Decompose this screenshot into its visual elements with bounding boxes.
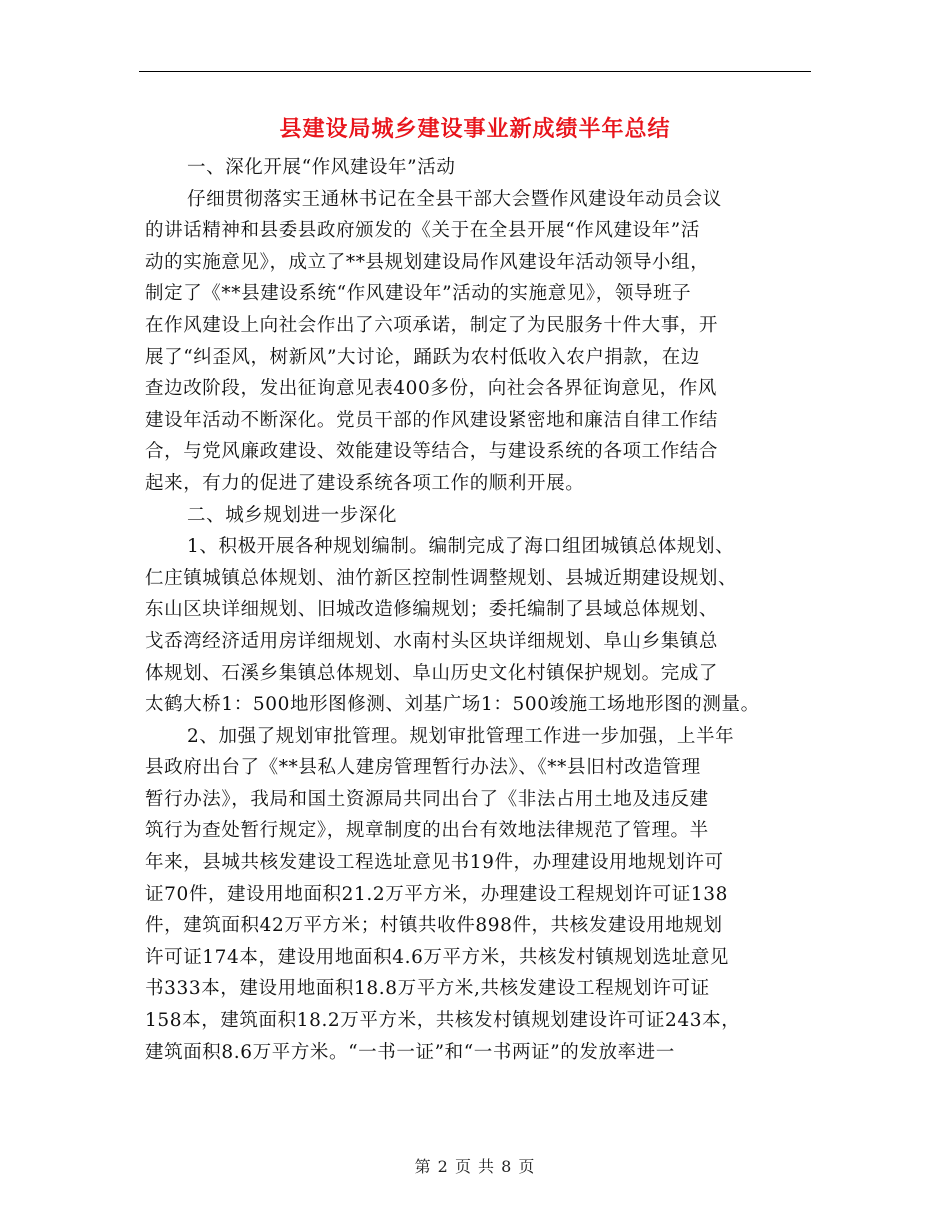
text-line: 筑行为查处暂行规定》，规章制度的出台有效地法律规范了管理。半 (145, 820, 709, 842)
text-line: 仔细贯彻落实王通林书记在全县干部大会暨作风建设年动员会议 (187, 188, 722, 210)
text-line: 合，与党风廉政建设、效能建设等结合，与建设系统的各项工作结合 (145, 441, 719, 463)
document-body (145, 152, 825, 1068)
page-footer: 第 2 页 共 8 页 (414, 1157, 536, 1176)
text-line: 件，建筑面积42万平方米；村镇共收件898件，共核发建设用地规划 (145, 915, 723, 937)
text-line: 展了“纠歪风，树新风”大讨论，踊跃为农村低收入农户捐款，在边 (145, 346, 700, 368)
text-line: 戈岙湾经济适用房详细规划、水南村头区块详细规划、阜山乡集镇总 (145, 630, 719, 652)
text-line: 年来，县城共核发建设工程选址意见书19件，办理建设用地规划许可 (145, 852, 724, 874)
text-line: 的讲话精神和县委县政府颁发的《关于在全县开展“作风建设年”活 (145, 220, 700, 242)
text-line: 许可证174本，建设用地面积4.6万平方米，共核发村镇规划选址意见 (145, 946, 730, 968)
text-line: 仁庄镇城镇总体规划、油竹新区控制性调整规划、县城近期建设规划、 (145, 567, 738, 589)
text-line: 制定了《**县建设系统“作风建设年”活动的实施意见》，领导班子 (145, 283, 692, 305)
text-line: 书333本，建设用地面积18.8万平方米,共核发建设工程规划许可证 (145, 978, 710, 1000)
text-line: 太鹤大桥1：500地形图修测、刘基广场1：500竣施工场地形图的测量。 (145, 694, 760, 716)
text-line: 2、加强了规划审批管理。规划审批管理工作进一步加强，上半年 (187, 725, 735, 747)
header-rule (139, 71, 811, 72)
text-line: 动的实施意见》，成立了**县规划建设局作风建设年活动领导小组， (145, 251, 710, 273)
text-line: 在作风建设上向社会作出了六项承诺，制定了为民服务十件大事，开 (145, 314, 719, 336)
text-line: 体规划、石溪乡集镇总体规划、阜山历史文化村镇保护规划。完成了 (145, 662, 719, 684)
text-line: 1、积极开展各种规划编制。编制完成了海口组团城镇总体规划、 (187, 536, 735, 558)
text-line: 建设年活动不断深化。党员干部的作风建设紧密地和廉洁自律工作结 (145, 409, 719, 431)
text-line: 暂行办法》，我局和国土资源局共同出台了《非法占用土地及违反建 (145, 788, 709, 810)
text-line: 证70件，建设用地面积21.2万平方米，办理建设工程规划许可证138 (145, 883, 728, 905)
text-line: 158本，建筑面积18.2万平方米，共核发村镇规划建设许可证243本， (145, 1010, 741, 1032)
document-title: 县建设局城乡建设事业新成绩半年总结 (279, 117, 671, 142)
text-line: 县政府出台了《**县私人建房管理暂行办法》、《**县旧村改造管理 (145, 757, 701, 779)
text-line: 一、深化开展“作风建设年”活动 (187, 157, 456, 178)
text-line: 二、城乡规划进一步深化 (187, 504, 398, 526)
text-line: 东山区块详细规划、旧城改造修编规划；委托编制了县域总体规划、 (145, 599, 719, 621)
text-line: 查边改阶段，发出征询意见表400多份，向社会各界征询意见，作风 (145, 378, 717, 400)
text-line: 建筑面积8.6万平方米。“一书一证”和“一书两证”的发放率进一 (145, 1041, 675, 1063)
text-line: 起来，有力的促进了建设系统各项工作的顺利开展。 (145, 472, 585, 494)
